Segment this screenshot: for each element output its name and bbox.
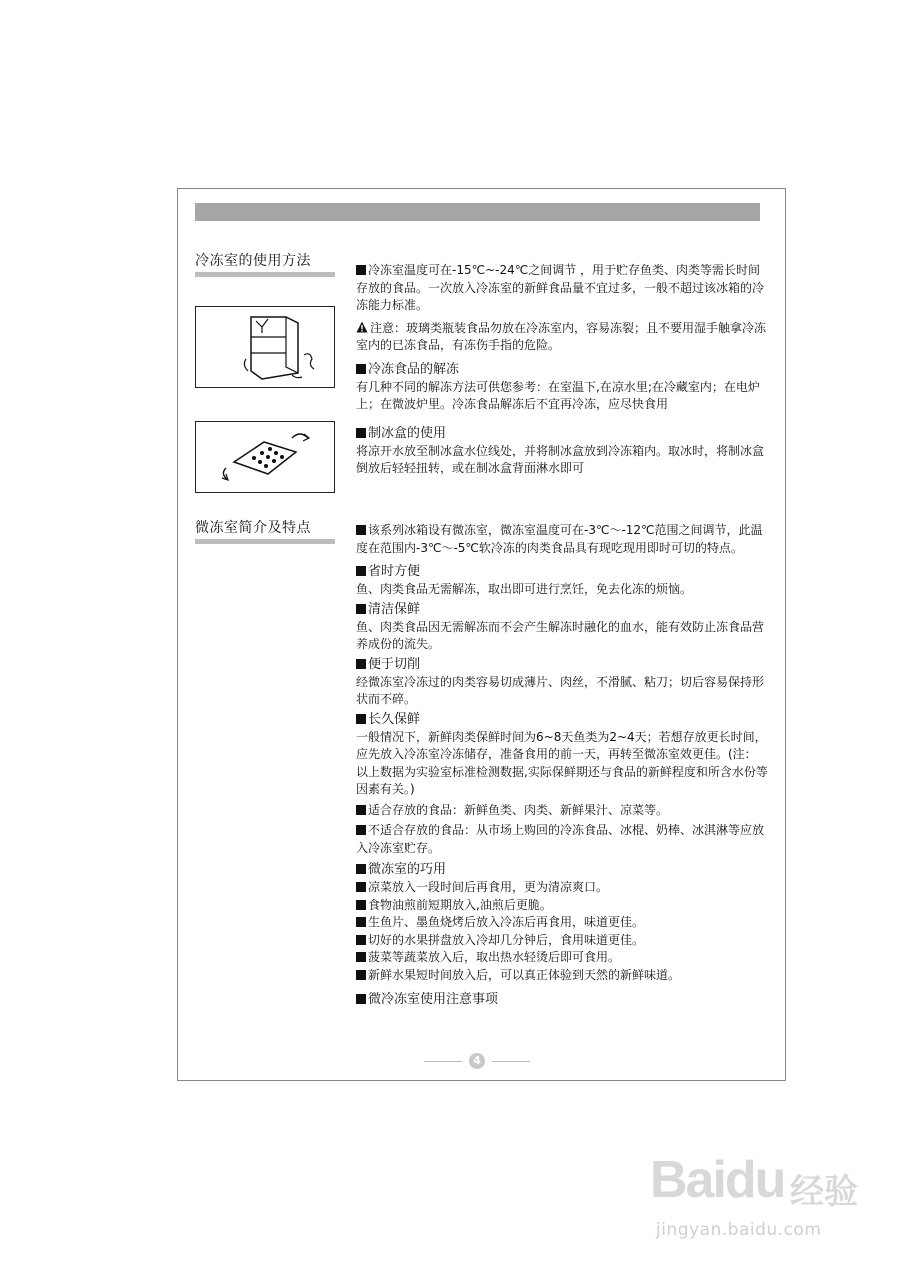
- unsuitable-foods: 不适合存放的食品：从市场上购回的冷冻食品、冰棍、奶棒、冰淇淋等应放入冷冻室贮存。: [356, 823, 765, 855]
- watermark-url: jingyan.baidu.com: [656, 1220, 822, 1240]
- suitable-foods: 适合存放的食品：新鲜鱼类、肉类、新鲜果汁、凉菜等。: [356, 802, 768, 820]
- baidu-watermark: [650, 1150, 880, 1255]
- freezer-illustration: [195, 306, 335, 388]
- micro-intro: 该系列冰箱设有微冻室，微冻室温度可在-3℃～-12℃范围之间调节，此温度在范围内-3℃～-5℃软冷冻的肉类食品具有现吃现用即时可切的特点。: [356, 523, 763, 555]
- section-title-freezer: 冷冻室的使用方法: [195, 252, 335, 272]
- tip-item: 切好的水果拼盘放入冷却几分钟后，食用味道更佳。: [356, 932, 768, 950]
- notes-heading: 微冷冻室使用注意事项: [356, 990, 768, 1009]
- tip-item: 食物油煎前短期放入,油煎后更脆。: [356, 897, 768, 915]
- square-bullet-icon: [356, 952, 366, 962]
- page-number: 4: [424, 1053, 532, 1069]
- square-bullet-icon: [356, 825, 366, 835]
- freezer-warning: 注意：玻璃类瓶装食品勿放在冷冻室内，容易冻裂；且不要用湿手触拿冷冻室内的已冻食品，有冻伤手指的危险。: [356, 320, 767, 352]
- square-bullet-icon: [356, 805, 366, 815]
- feature-heading-4: 长久保鲜: [356, 710, 768, 729]
- square-bullet-icon: [356, 882, 366, 892]
- square-bullet-icon: [356, 714, 366, 724]
- tip-item: 新鲜水果短时间放入后，可以真正体验到天然的新鲜味道。: [356, 967, 768, 985]
- feature-text-2: 鱼、肉类食品因无需解冻而不会产生解冻时融化的血水，能有效防止冻食品营养成份的流失。: [356, 619, 765, 651]
- feature-heading-1: 省时方便: [356, 562, 768, 581]
- header-bar: [195, 203, 760, 221]
- ice-tray-drawing-icon: [196, 422, 334, 492]
- square-bullet-icon: [356, 566, 366, 576]
- thaw-heading: 冷冻食品的解冻: [356, 360, 768, 379]
- tips-heading: 微冻室的巧用: [356, 860, 768, 879]
- freezer-drawing-icon: [196, 307, 334, 387]
- tip-item: 凉菜放入一段时间后再食用，更为清凉爽口。: [356, 879, 768, 897]
- square-bullet-icon: [356, 900, 366, 910]
- micro-freezer-content: [356, 522, 768, 1009]
- feature-text-3: 经微冻室冷冻过的肉类容易切成薄片、肉丝，不滑腻、粘刀；切后容易保持形状而不碎。: [356, 674, 765, 706]
- ice-tray-illustration: [195, 421, 335, 493]
- thaw-text: 有几种不同的解冻方法可供您参考：在室温下,在凉水里;在冷藏室内；在电炉上；在微波炉里。冷冻食品解冻后不宜再冷冻，应尽快食用: [356, 379, 760, 411]
- feature-text-4: 一般情况下，新鲜肉类保鲜时间为6~8天鱼类为2~4天；若想存放更长时间，应先放入冷冻室冷冻储存，准备食用的前一天，再转至微冻室效更佳。(注：以上数据为实验室标准检测数据,实际保鲜期还与食品的新鲜程度和所含水份等因素有关。): [356, 729, 768, 796]
- freezer-content: [356, 262, 768, 478]
- square-bullet-icon: [356, 659, 366, 669]
- tip-item: 菠菜等蔬菜放入后，取出热水轻烫后即可食用。: [356, 949, 768, 967]
- square-bullet-icon: [356, 917, 366, 927]
- ice-tray-heading: 制冰盒的使用: [356, 424, 768, 443]
- square-bullet-icon: [356, 864, 366, 874]
- baidu-logo: Baidu: [650, 1151, 785, 1209]
- square-bullet-icon: [356, 525, 366, 535]
- feature-heading-3: 便于切削: [356, 655, 768, 674]
- section-title-micro-freezer: 微冻室简介及特点: [195, 519, 335, 539]
- feature-text-1: 鱼、肉类食品无需解冻，取出即可进行烹饪，免去化冻的烦恼。: [356, 582, 693, 596]
- watermark-jingyan-text: 经验: [790, 1172, 858, 1212]
- square-bullet-icon: [356, 970, 366, 980]
- square-bullet-icon: [356, 265, 366, 275]
- freezer-intro: 冷冻室温度可在-15℃~-24℃之间调节 ，用于贮存鱼类、肉类等需长时间存放的食品。一次放入冷冻室的新鲜食品量不宜过多，一般不超过该冰箱的冷冻能力标准。: [356, 263, 765, 312]
- square-bullet-icon: [356, 994, 366, 1004]
- tip-item: 生鱼片、墨鱼烧烤后放入冷冻后再食用，味道更佳。: [356, 914, 768, 932]
- square-bullet-icon: [356, 604, 366, 614]
- square-bullet-icon: [356, 364, 366, 374]
- feature-heading-2: 清洁保鲜: [356, 600, 768, 619]
- square-bullet-icon: [356, 935, 366, 945]
- ice-tray-text: 将凉开水放至制冰盒水位线处，并将制冰盒放到冷冻箱内。取冰时，将制冰盒倒放后轻轻扭转，或在制冰盒背面淋水即可: [356, 443, 765, 475]
- warning-triangle-icon: [356, 321, 368, 333]
- square-bullet-icon: [356, 428, 366, 438]
